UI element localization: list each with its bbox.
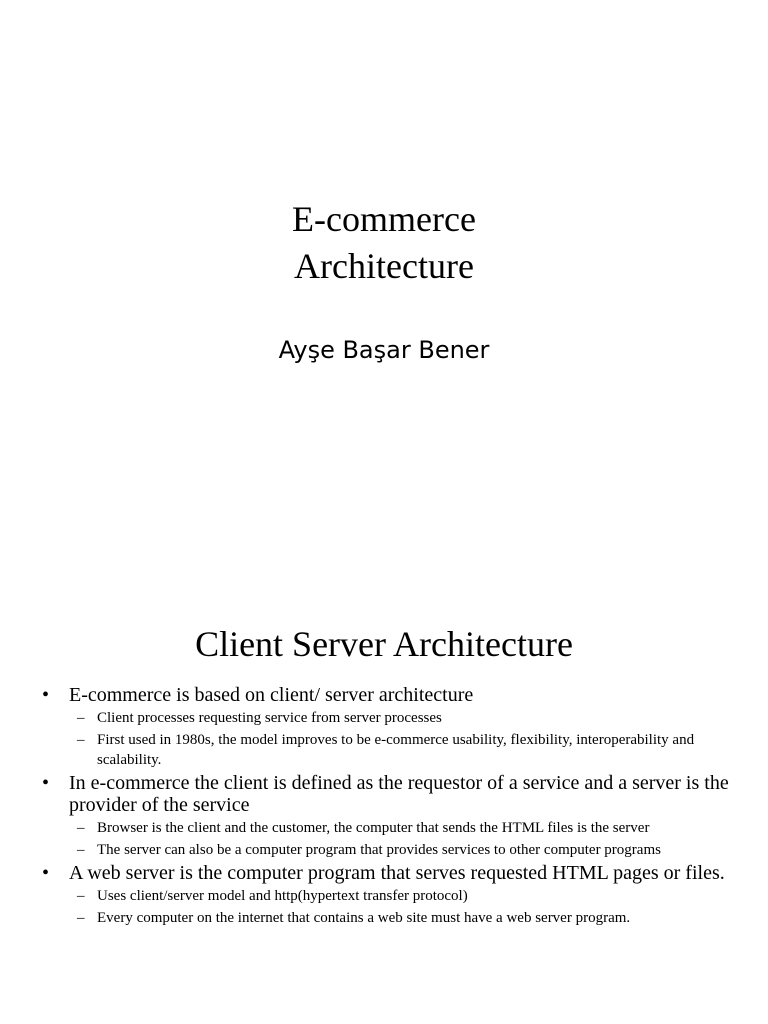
- dash-icon: –: [77, 820, 85, 836]
- bullet-list: [0, 684, 768, 930]
- bullet-item: [0, 772, 768, 860]
- sub-bullet-text: Every computer on the internet that contains a web site must have a web server program.: [97, 910, 631, 926]
- bullet-icon: •: [42, 862, 50, 884]
- content-slide: [0, 590, 768, 1024]
- content-slide-title: Client Server Architecture: [195, 624, 573, 664]
- sub-bullet-item: [0, 708, 732, 728]
- dash-icon: –: [77, 842, 85, 858]
- sub-bullet-item: [0, 908, 732, 928]
- bullet-text: E-commerce is based on client/ server architecture: [69, 684, 474, 706]
- slide-title-line: E-commerce: [292, 199, 476, 239]
- sub-bullet-item: [0, 730, 732, 770]
- bullet-icon: •: [42, 772, 50, 794]
- slide-title-line: Architecture: [294, 246, 474, 286]
- sub-bullet-list: [69, 886, 732, 928]
- bullet-text: In e-commerce the client is defined as the requestor of a service and a server is the provider of the service: [69, 772, 729, 816]
- author-name: Ayşe Başar Bener: [278, 336, 490, 364]
- sub-bullet-item: [0, 840, 732, 860]
- sub-bullet-list: [69, 818, 732, 860]
- sub-bullet-text: The server can also be a computer program that provides services to other computer programs: [97, 842, 661, 858]
- bullet-item: [0, 684, 768, 770]
- bullet-icon: •: [42, 684, 50, 706]
- bullet-text: A web server is the computer program that serves requested HTML pages or files.: [69, 862, 725, 884]
- dash-icon: –: [77, 732, 85, 748]
- sub-bullet-list: [69, 708, 732, 770]
- sub-bullet-text: Browser is the client and the customer, the computer that sends the HTML files is the server: [97, 820, 650, 836]
- sub-bullet-text: First used in 1980s, the model improves to be e-commerce usability, flexibility, interoperability and scalability.: [97, 732, 695, 768]
- dash-icon: –: [77, 710, 85, 726]
- sub-bullet-item: [0, 886, 732, 906]
- dash-icon: –: [77, 910, 85, 926]
- sub-bullet-text: Uses client/server model and http(hypertext transfer protocol): [97, 888, 468, 904]
- dash-icon: –: [77, 888, 85, 904]
- bullet-item: [0, 862, 768, 928]
- sub-bullet-text: Client processes requesting service from server processes: [97, 710, 442, 726]
- sub-bullet-item: [0, 818, 732, 838]
- slide-title: [0, 196, 768, 290]
